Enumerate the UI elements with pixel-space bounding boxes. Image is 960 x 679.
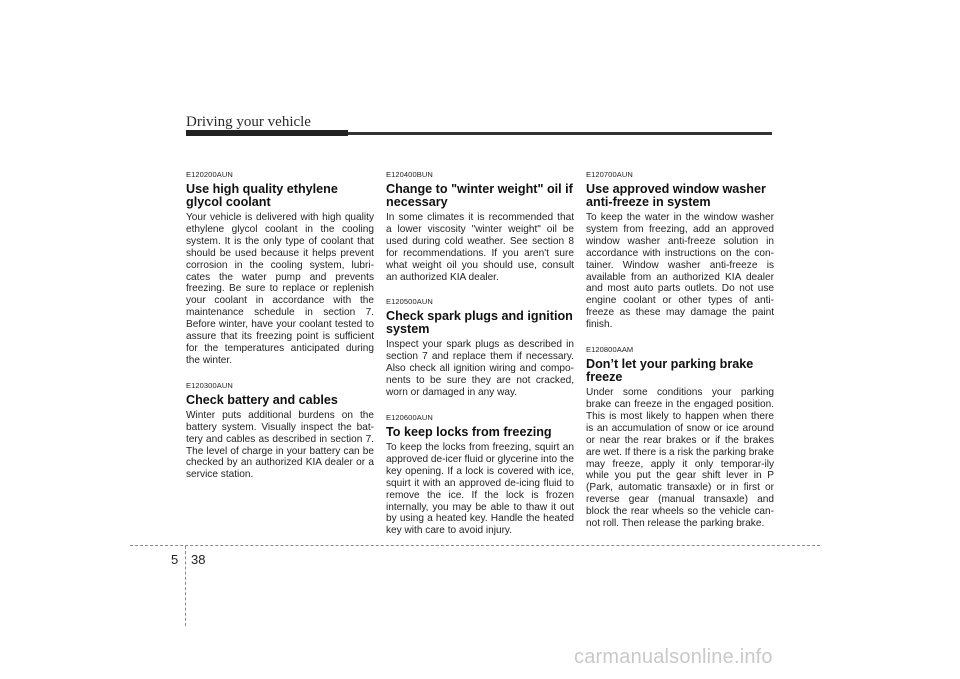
section-code: E120600AUN: [386, 412, 433, 422]
section-code: E120500AUN: [386, 297, 433, 307]
column-2: [386, 170, 574, 551]
page-header-title: Driving your vehicle: [186, 114, 311, 130]
section-title: Use high quality ethylene glycol coolant: [186, 182, 338, 209]
section-spark-plugs: [386, 297, 574, 399]
section-washer-antifreeze: [586, 170, 774, 331]
section-code: E120400BUN: [386, 170, 433, 179]
section-parking-brake: [586, 345, 774, 530]
section-code: E120800AAM: [586, 345, 634, 355]
page-number: 38: [191, 552, 206, 567]
section-code: E120300AUN: [186, 380, 233, 390]
column-3: [586, 170, 774, 544]
header-accent-bar: [186, 130, 348, 136]
section-title: Use approved window washer anti-freeze in system: [586, 182, 766, 209]
section-title: To keep locks from freezing: [386, 424, 552, 439]
section-battery: [186, 381, 374, 481]
footer-vertical-dashed-rule: [185, 546, 186, 626]
section-body: Winter puts additional burdens on the battery system. Visually inspect the bat-tery and cables as described in section 7. The level of charge in your battery can be checked by an authorized KIA dealer or a service station.: [186, 409, 374, 481]
section-title: Don’t let your parking brake freeze: [586, 357, 754, 385]
section-locks: [386, 413, 574, 537]
column-1: [186, 170, 374, 495]
section-code: E120200AUN: [186, 170, 233, 179]
section-body: In some climates it is recommended that a lower viscosity "winter weight" oil be used during cold weather. See section 8 for recommendations. If you aren't sure what weight oil you should use, consult an authorized KIA dealer.: [386, 212, 574, 283]
section-title: Check battery and cables: [186, 392, 338, 407]
section-coolant: [186, 170, 374, 367]
section-body: Your vehicle is delivered with high quality ethylene glycol coolant in the cooling system. It is the only type of coolant that should be used because it helps prevent corrosion in the cooling system, lubri-cates the water pump and prevents freezing. Be sure to replace or replenish your coolant in accordance with the maintenance schedule in section 7. Before winter, have your coolant tested to assure that its freezing point is sufficient for the temperatures anticipated during the winter.: [186, 212, 374, 366]
section-code: E120700AUN: [586, 170, 633, 179]
section-title: Check spark plugs and ignition system: [386, 309, 573, 337]
section-title: Change to "winter weight" oil if necessary: [386, 182, 573, 209]
section-body: To keep the locks from freezing, squirt an approved de-icer fluid or glycerine into the key opening. If a lock is covered with ice, squirt it with an approved de-icing fluid to remove the ice. If the lock is frozen internally, you may be able to thaw it out by using a heated key. Handle the heated key with care to avoid injury.: [386, 441, 574, 537]
footer-dashed-rule: [130, 545, 820, 546]
section-body: Under some conditions your parking brake can freeze in the engaged position. This is most likely to happen when there is an accumulation of snow or ice around or near the rear brakes or if the brakes are wet. If there is a risk the parking brake may freeze, apply it only temporar-ily while you put the gear shift lever in P (Park, automatic transaxle) or in first or reverse gear (manual transaxle) and block the rear wheels so the vehicle can-not roll. Then release the parking brake.: [586, 387, 774, 530]
section-winter-oil: [386, 170, 574, 283]
section-body: To keep the water in the window washer system from freezing, add an approved window washer anti-freeze solution in accordance with instructions on the con-tainer. Window washer anti-freeze is available from an authorized KIA dealer and most auto parts outlets. Do not use engine coolant or other types of anti-freeze as these may damage the paint finish.: [586, 212, 774, 331]
chapter-number: 5: [171, 552, 179, 567]
watermark: carmanualsonline.info: [574, 646, 773, 668]
section-body: Inspect your spark plugs as described in section 7 and replace them if necessary. Also check all ignition wiring and compo-nents to be sure they are not cracked, worn or damaged in any way.: [386, 339, 574, 399]
